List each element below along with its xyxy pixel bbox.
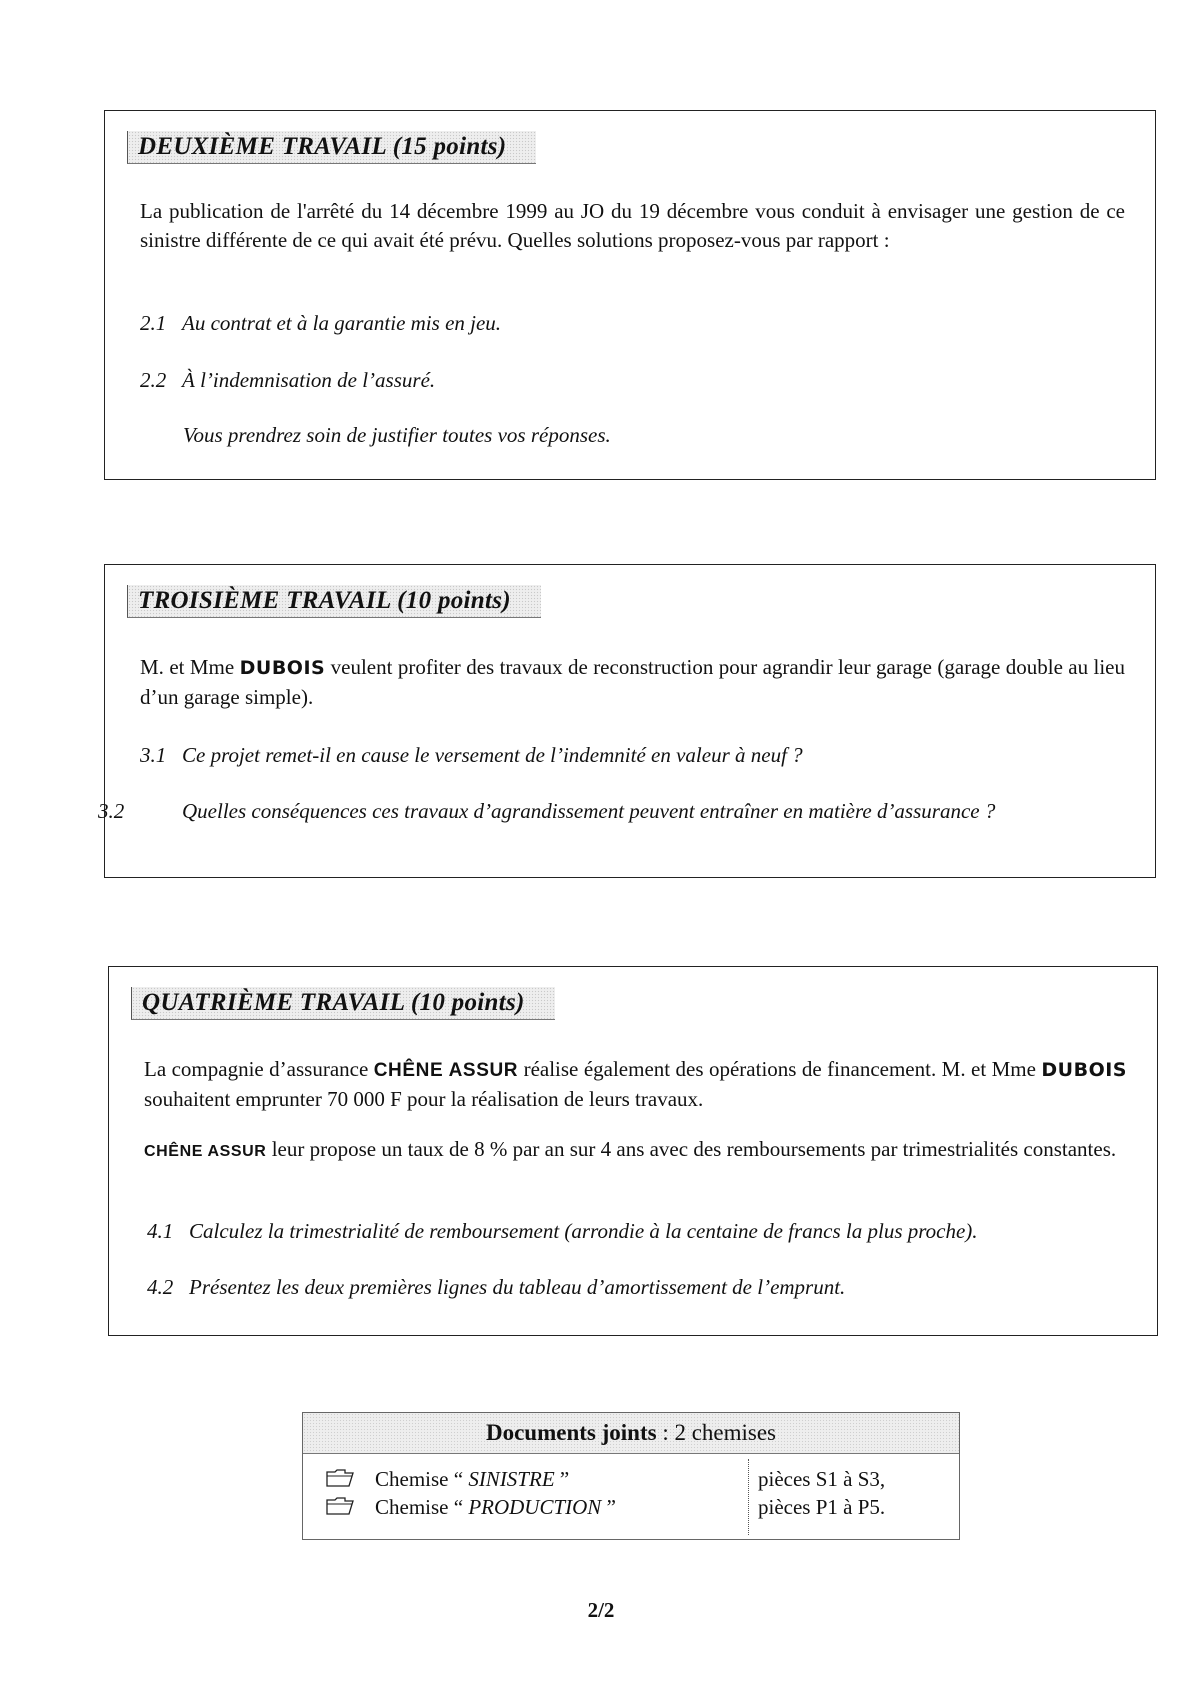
question-2-1 [140, 309, 1125, 338]
company-name: CHÊNE ASSUR [373, 1060, 519, 1081]
client-name: DUBOIS [239, 657, 326, 679]
section-deuxieme-travail [104, 110, 1156, 480]
section-title: DEUXIÈME TRAVAIL (15 points) [127, 131, 536, 164]
section-intro [140, 653, 1125, 712]
document-pieces-sinistre: pièces S1 à S3, [758, 1467, 886, 1491]
document-row-production [325, 1493, 616, 1523]
section-troisieme-travail [98, 564, 1156, 878]
document-name: SINISTRE [468, 1467, 555, 1491]
question-text: Calculez la trimestrialité de remboursement (arrondie à la centaine de francs la plus proche). [189, 1219, 978, 1243]
question-text: Présentez les deux premières lignes du tableau d’amortissement de l’emprunt. [189, 1275, 846, 1299]
documents-header-count: : 2 chemises [656, 1420, 777, 1445]
company-name: CHÊNE ASSUR [144, 1143, 267, 1160]
folder-icon [325, 1495, 375, 1523]
question-4-1 [147, 1217, 1127, 1246]
question-text: Quelles conséquences ces travaux d’agrandissement peuvent entraîner en matière d’assurance ? [182, 799, 996, 823]
section-title: QUATRIÈME TRAVAIL (10 points) [131, 987, 555, 1020]
question-number: 2.2 [140, 368, 167, 392]
question-number: 3.2 [98, 799, 125, 823]
question-4-2 [147, 1273, 1127, 1302]
intro-text: veulent profiter des travaux de reconstruction pour agrandir leur garage (garage double au lieu d’un garage simple). [140, 655, 1126, 709]
question-text: À l’indemnisation de l’assuré. [182, 368, 436, 392]
question-2-2 [140, 366, 1125, 395]
document-label-end: ” [601, 1495, 616, 1519]
section-paragraph-1 [144, 1055, 1127, 1114]
section-paragraph-2 [144, 1135, 1127, 1166]
document-label: Chemise “ [375, 1495, 469, 1519]
section-quatrieme-travail [108, 966, 1158, 1336]
section-title: TROISIÈME TRAVAIL (10 points) [127, 585, 541, 618]
document-pieces-production: pièces P1 à P5. [758, 1495, 886, 1519]
question-text: Au contrat et à la garantie mis en jeu. [182, 311, 502, 335]
section-note: Vous prendrez soin de justifier toutes vos réponses. [183, 423, 611, 447]
document-row-sinistre [325, 1465, 569, 1495]
document-label: Chemise “ [375, 1467, 469, 1491]
question-text: Ce projet remet-il en cause le versement de l’indemnité en valeur à neuf ? [182, 743, 803, 767]
document-name: PRODUCTION [468, 1495, 602, 1519]
documents-header [303, 1413, 959, 1454]
question-3-1 [140, 741, 1125, 770]
question-number: 4.2 [147, 1275, 174, 1299]
documents-divider [748, 1459, 749, 1535]
paragraph-text: souhaitent emprunter 70 000 F pour la réalisation de leurs travaux. [144, 1087, 704, 1111]
intro-text: M. et Mme [140, 655, 240, 679]
paragraph-text: leur propose un taux de 8 % par an sur 4 ans avec des remboursements par trimestrialités constantes. [266, 1137, 1117, 1161]
documents-joints-table [302, 1412, 960, 1540]
documents-header-label: Documents joints [485, 1420, 657, 1445]
paragraph-text: réalise également des opérations de financement. M. et Mme [518, 1057, 1042, 1081]
question-number: 2.1 [140, 311, 167, 335]
question-3-2 [98, 797, 1125, 826]
section-intro: La publication de l'arrêté du 14 décembre 1999 au JO du 19 décembre vous conduit à envisager une gestion de ce sinistre différente de ce qui avait été prévu. Quelles solutions proposez-vous par rapport : [140, 199, 1125, 252]
question-number: 3.1 [140, 743, 167, 767]
folder-icon [325, 1467, 375, 1495]
document-label-end: ” [554, 1467, 570, 1491]
page-number: 2/2 [587, 1598, 615, 1622]
paragraph-text: La compagnie d’assurance [144, 1057, 374, 1081]
question-number: 4.1 [147, 1219, 174, 1243]
client-name: DUBOIS [1041, 1059, 1127, 1081]
